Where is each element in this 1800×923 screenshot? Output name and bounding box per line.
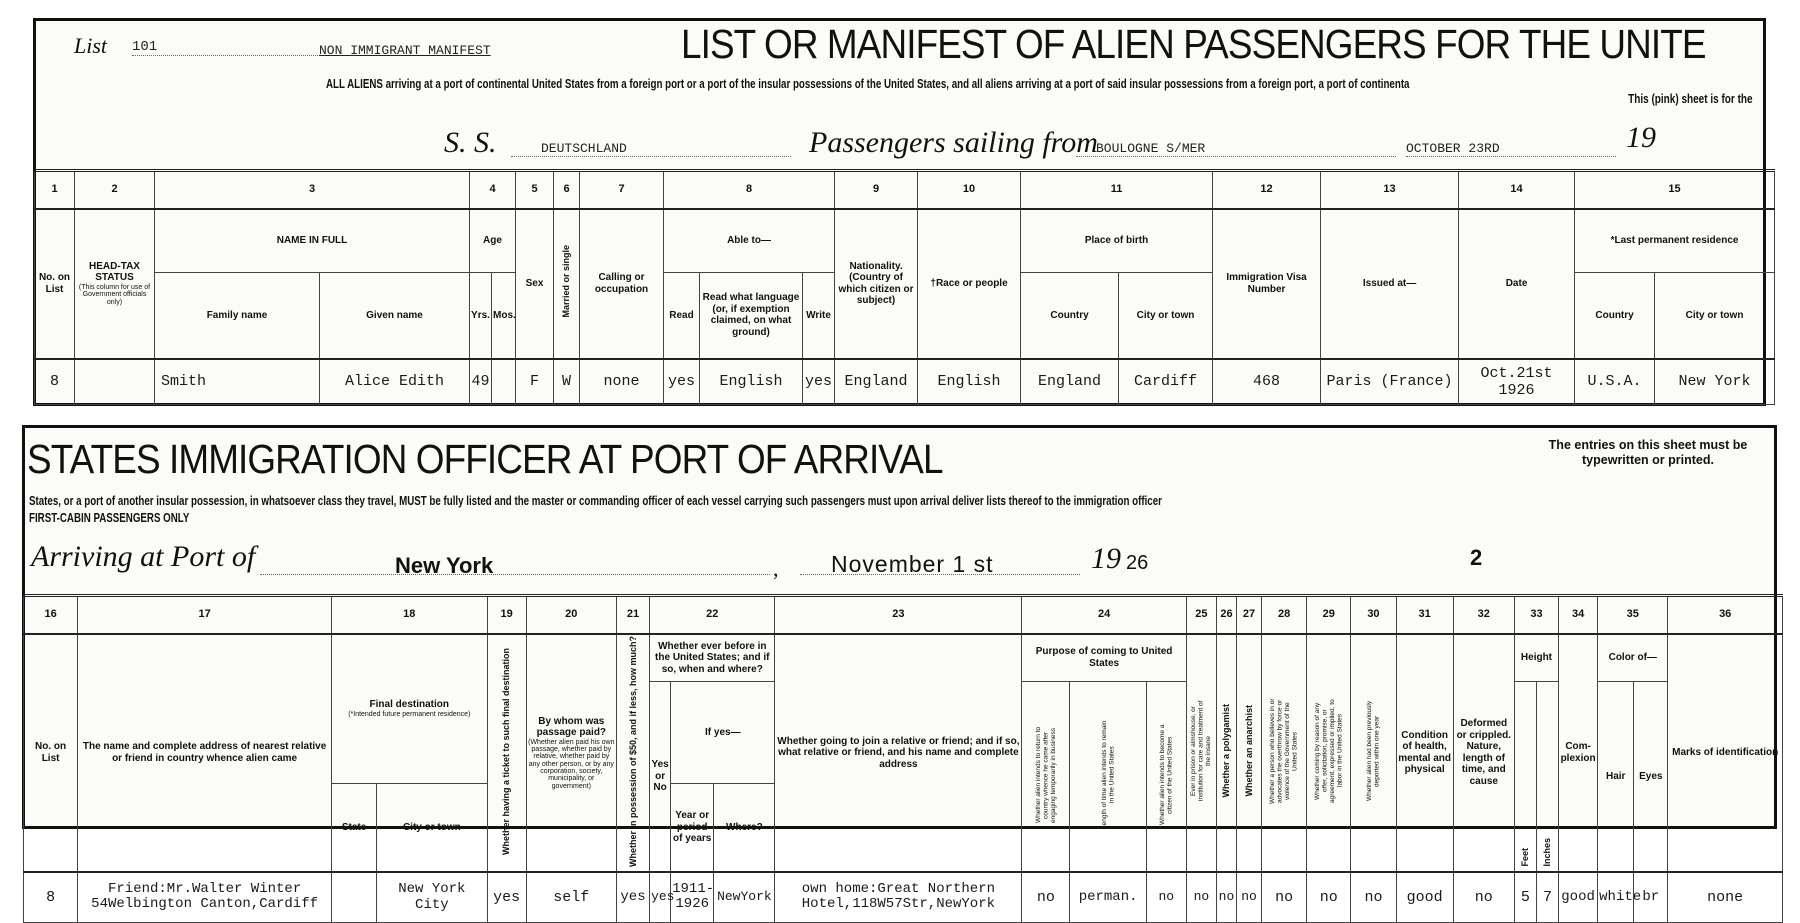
col-number: 20 — [526, 596, 616, 634]
col-number: 12 — [1213, 171, 1321, 209]
head-tax-title: HEAD-TAX STATUS — [89, 260, 140, 284]
last-residence-header: *Last permanent residence — [1575, 209, 1775, 273]
calling-header: Calling or occupation — [580, 209, 664, 359]
col-number: 6 — [554, 171, 580, 209]
col-number: 5 — [516, 171, 554, 209]
col-number: 31 — [1396, 596, 1453, 634]
col-number: 10 — [918, 171, 1021, 209]
row-date: Oct.21st 1926 — [1459, 359, 1575, 405]
given-name-header: Given name — [320, 273, 470, 359]
list-type: NON IMMIGRANT MANIFEST — [319, 43, 491, 58]
row-no: 8 — [35, 359, 75, 405]
list-number: 101 — [132, 39, 322, 56]
marks-header: Marks of identification — [1668, 634, 1783, 873]
row-visa: 468 — [1213, 359, 1321, 405]
if-yes-header: If yes— — [671, 682, 775, 784]
issued-at-header: Issued at— — [1321, 209, 1459, 359]
ever-before-header: Whether ever before in the United States; and if so, when and where? — [650, 634, 775, 682]
row-possession: yes — [616, 872, 649, 922]
row-deformed: no — [1453, 872, 1514, 922]
first-cabin-label: FIRST-CABIN PASSENGERS ONLY — [29, 511, 190, 525]
contract-header — [1307, 634, 1351, 873]
join-header: Whether going to join a relative or friend; and if so, what relative or friend, and his name and complete address — [775, 634, 1022, 873]
arrival-year-suffix: 26 — [1126, 552, 1149, 574]
purpose-return-header — [1022, 682, 1070, 873]
inches-header-text: Inches — [1542, 838, 1553, 867]
date-header: Date — [1459, 209, 1575, 359]
row-anarchist: no — [1237, 872, 1262, 922]
row-issued-at: Paris (France) — [1321, 359, 1459, 405]
row-ever-years — [671, 872, 714, 922]
row-relative-line1: Friend:Mr.Walter Winter — [107, 880, 302, 897]
row-join-line1: own home:Great Northern — [801, 880, 996, 897]
city-header: City or town — [377, 784, 487, 872]
purpose-length-header — [1070, 682, 1146, 873]
col-number: 19 — [487, 596, 526, 634]
col-number: 3 — [155, 171, 470, 209]
condition-header: Condition of health, mental and physical — [1396, 634, 1453, 873]
feet-header-text: Feet — [1520, 848, 1531, 867]
row-purpose-return: no — [1022, 872, 1070, 922]
year-period-header: Year or period of years — [671, 784, 714, 872]
purpose-length-text: Length of time alien intends to remain in the United States — [1100, 720, 1116, 829]
row-condition: good — [1396, 872, 1453, 922]
row-birth-country: England — [1021, 359, 1119, 405]
purpose-return-text: Whether alien intends to return to country whence he came after engaging temporarily in business — [1034, 726, 1057, 823]
row-polygamist: no — [1216, 872, 1236, 922]
row-nationality: England — [835, 359, 918, 405]
arrival-port: New York — [395, 553, 494, 578]
col-number: 14 — [1459, 171, 1575, 209]
col-number: 13 — [1321, 171, 1459, 209]
col-number: 27 — [1237, 596, 1262, 634]
row-head-tax — [75, 359, 155, 405]
bottom-manifest-table — [23, 594, 1783, 923]
overthrow-header — [1262, 634, 1307, 873]
sailing-from: BOULOGNE S/MER — [1076, 141, 1396, 157]
col-number: 32 — [1453, 596, 1514, 634]
nationality-header: Nationality. (Country of which citizen or subject) — [835, 209, 918, 359]
head-tax-note: (This column for use of Government officials only) — [78, 283, 151, 306]
row-eyes: br — [1634, 872, 1668, 922]
row-purpose-citizen: no — [1146, 872, 1186, 922]
purpose-citizen-header — [1146, 682, 1186, 873]
sailing-date: OCTOBER 23RD — [1406, 141, 1616, 157]
row-res-city: New York — [1655, 359, 1775, 405]
overthrow-header-text: Whether a person who believes in or advocates the overthrow by force or violence of the Government of the United States — [1269, 698, 1299, 804]
res-city-header: City or town — [1655, 273, 1775, 359]
col-number: 21 — [616, 596, 649, 634]
purpose-header: Purpose of coming to United States — [1022, 634, 1187, 682]
col-number: 8 — [664, 171, 835, 209]
row-ever-years-1: 1911- — [672, 880, 715, 897]
head-tax-header — [75, 209, 155, 359]
col-number: 22 — [650, 596, 775, 634]
place-of-birth-header: Place of birth — [1021, 209, 1213, 273]
no-on-list-header: No. on List — [24, 634, 78, 873]
final-destination-header — [332, 634, 488, 784]
states-notice: States, or a port of another insular possession, in whatsoever class they travel, MUST be fully listed and the master or commanding officer of each vessel carrying such passengers must upon arrival deliver lists thereof to the immigration officer — [29, 494, 1162, 508]
row-read-language: English — [700, 359, 803, 405]
row-overthrow: no — [1262, 872, 1307, 922]
entries-note: The entries on this sheet must be typewritten or printed. — [1548, 438, 1748, 467]
age-header: Age — [470, 209, 516, 273]
married-header-text: Married or single — [561, 245, 572, 319]
row-relative — [78, 872, 332, 922]
purpose-citizen-text: Whether alien intends to become a citizen of the United States — [1158, 724, 1174, 825]
where-header: Where? — [714, 784, 775, 872]
relative-header: The name and complete address of nearest relative or friend in country whence alien came — [78, 634, 332, 873]
year-prefix: 19 — [1626, 121, 1656, 154]
ship-name: DEUTSCHLAND — [511, 141, 791, 157]
polygamist-header-text: Whether a polygamist — [1221, 704, 1232, 798]
row-ticket: yes — [487, 872, 526, 922]
arrival-year-prefix: 19 — [1091, 542, 1121, 575]
family-name-header: Family name — [155, 273, 320, 359]
hair-header: Hair — [1598, 682, 1634, 873]
page-number: 2 — [1470, 545, 1483, 570]
row-married: W — [554, 359, 580, 405]
col-number: 24 — [1022, 596, 1187, 634]
list-label: List — [74, 33, 108, 58]
col-number: 25 — [1186, 596, 1216, 634]
arrival-date: November 1 st — [831, 551, 994, 577]
visa-header: Immigration Visa Number — [1213, 209, 1321, 359]
no-on-list-header: No. on List — [35, 209, 75, 359]
row-age-mos — [492, 359, 516, 405]
deported-header — [1351, 634, 1396, 873]
prison-header — [1186, 634, 1216, 873]
contract-header-text: Whether coming by reason of any offer, solicitation, promise, or agreement, expressed or implied, to labor in the United States — [1313, 699, 1344, 803]
row-deported: no — [1351, 872, 1396, 922]
col-number: 36 — [1668, 596, 1783, 634]
res-country-header: Country — [1575, 273, 1655, 359]
height-header: Height — [1514, 634, 1558, 682]
deported-header-text: Whether alien had been previously deported within one year — [1365, 700, 1381, 802]
ticket-header-text: Whether having a ticket to such final destination — [501, 647, 512, 855]
read-header: Read — [664, 273, 700, 359]
manifest-title: LIST OR MANIFEST OF ALIEN PASSENGERS FOR THE UNITE — [681, 21, 1706, 67]
polygamist-header — [1216, 634, 1236, 873]
row-birth-city: Cardiff — [1119, 359, 1213, 405]
row-calling: none — [580, 359, 664, 405]
row-given-name: Alice Edith — [320, 359, 470, 405]
row-res-country: U.S.A. — [1575, 359, 1655, 405]
col-number: 35 — [1598, 596, 1668, 634]
state-header: State — [332, 784, 377, 872]
yrs-header: Yrs. — [470, 273, 492, 359]
anarchist-header — [1237, 634, 1262, 873]
row-state — [332, 872, 377, 922]
row-age-yrs: 49 — [470, 359, 492, 405]
anarchist-header-text: Whether an anarchist — [1243, 705, 1254, 797]
final-destination-note: (*Intended future permanent residence) — [348, 710, 471, 718]
row-marks: none — [1668, 872, 1783, 922]
eyes-header: Eyes — [1634, 682, 1668, 873]
table-row — [35, 359, 1775, 405]
pink-sheet-note: This (pink) sheet is for the — [1628, 92, 1753, 106]
row-feet: 5 — [1514, 872, 1536, 922]
arriving-label: Arriving at Port of — [31, 540, 256, 573]
by-whom-header — [526, 634, 616, 873]
race-header: †Race or people — [918, 209, 1021, 359]
sex-header: Sex — [516, 209, 554, 359]
deformed-header: Deformed or crippled. Nature, length of time, and cause — [1453, 634, 1514, 873]
row-prison: no — [1186, 872, 1216, 922]
row-no: 8 — [24, 872, 78, 922]
read-language-header: Read what language (or, if exemption claimed, on what ground) — [700, 273, 803, 359]
final-destination-title: Final destination — [369, 699, 449, 711]
birth-country-header: Country — [1021, 273, 1119, 359]
aliens-notice: ALL ALIENS arriving at a port of continental United States from a foreign port or a port of the insular possessions of the United States, and all aliens arriving at a port of said insular possessions from a foreign port, a port of continenta — [326, 77, 1410, 91]
col-number: 28 — [1262, 596, 1307, 634]
complexion-header: Com-plexion — [1559, 634, 1598, 873]
col-number: 7 — [580, 171, 664, 209]
row-ever-where: NewYork — [714, 872, 775, 922]
row-purpose-length: perman. — [1070, 872, 1146, 922]
col-number: 4 — [470, 171, 516, 209]
row-sex: F — [516, 359, 554, 405]
row-ever-yes: yes — [650, 872, 671, 922]
row-ever-years-2: 1926 — [675, 896, 709, 913]
manifest-top-sheet — [33, 18, 1766, 406]
write-header: Write — [803, 273, 835, 359]
col-number: 33 — [1514, 596, 1558, 634]
by-whom-title: By whom was passage paid? — [536, 715, 607, 739]
by-whom-note: (Whether alien paid his own passage, whether paid by relative, whether paid by any other person, or by any corporation, society, municipality, or government) — [528, 738, 615, 790]
inches-header — [1536, 682, 1558, 873]
yes-or-no-header: Yes or No — [650, 682, 671, 873]
top-manifest-table — [34, 169, 1775, 405]
prison-header-text: Ever in prison or almshouse, or institution for care and treatment of the insane — [1190, 700, 1213, 802]
row-family-name: Smith — [155, 359, 320, 405]
col-number: 15 — [1575, 171, 1775, 209]
ss-label: S. S. — [444, 126, 497, 159]
name-in-full-header: NAME IN FULL — [155, 209, 470, 273]
feet-header — [1514, 682, 1536, 873]
row-join — [775, 872, 1022, 922]
manifest-bottom-sheet — [22, 425, 1779, 914]
row-complexion: good — [1559, 872, 1598, 922]
col-number: 16 — [24, 596, 78, 634]
port-dotted-line — [260, 574, 770, 575]
ticket-header — [487, 634, 526, 873]
col-number: 18 — [332, 596, 488, 634]
possession-header-text: Whether in possession of $50, and if less, how much? — [627, 635, 638, 867]
able-to-header: Able to— — [664, 209, 835, 273]
married-header — [554, 209, 580, 359]
birth-city-header: City or town — [1119, 273, 1213, 359]
row-race: English — [918, 359, 1021, 405]
col-number: 29 — [1307, 596, 1351, 634]
col-number: 34 — [1559, 596, 1598, 634]
row-paid-by: self — [526, 872, 616, 922]
comma-separator: , — [773, 556, 779, 581]
col-number: 26 — [1216, 596, 1236, 634]
col-number: 1 — [35, 171, 75, 209]
color-of-header: Color of— — [1598, 634, 1668, 682]
row-relative-line2: 54Welbington Canton,Cardiff — [91, 896, 319, 913]
row-write: yes — [803, 359, 835, 405]
col-number: 9 — [835, 171, 918, 209]
col-number: 2 — [75, 171, 155, 209]
row-read: yes — [664, 359, 700, 405]
col-number: 23 — [775, 596, 1022, 634]
row-city: New York City — [377, 872, 487, 922]
col-number: 30 — [1351, 596, 1396, 634]
mos-header: Mos. — [492, 273, 516, 359]
row-contract: no — [1307, 872, 1351, 922]
date-dotted-line — [800, 574, 1080, 575]
sailing-label: Passengers sailing from — [809, 126, 1098, 159]
table-row — [24, 872, 1783, 922]
row-hair: white — [1598, 872, 1634, 922]
officer-title: STATES IMMIGRATION OFFICER AT PORT OF ARRIVAL — [27, 436, 943, 482]
row-inches: 7 — [1536, 872, 1558, 922]
possession-header — [616, 634, 649, 873]
row-join-line2: Hotel,118W57Str,NewYork — [801, 896, 996, 913]
col-number: 17 — [78, 596, 332, 634]
col-number: 11 — [1021, 171, 1213, 209]
